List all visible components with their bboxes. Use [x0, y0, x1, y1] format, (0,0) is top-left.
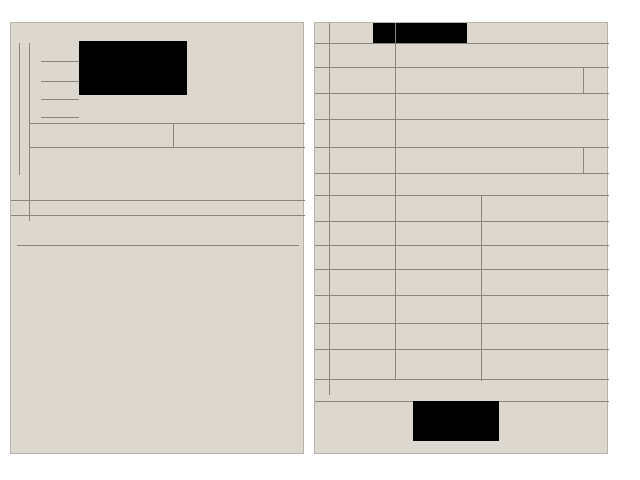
rule-line: [315, 323, 609, 324]
rule-line: [41, 81, 79, 82]
rule-line: [395, 195, 396, 221]
rule-line: [315, 221, 609, 222]
rule-line: [315, 93, 609, 94]
rule-line: [315, 119, 609, 120]
rule-line: [41, 61, 79, 62]
rule-line: [315, 67, 609, 68]
redacted-owner-name: [79, 41, 187, 95]
rule-line: [395, 221, 396, 245]
rule-line: [395, 269, 396, 295]
rule-line: [583, 67, 584, 93]
rule-line: [315, 349, 609, 350]
rule-line: [173, 123, 174, 147]
right-page: [314, 22, 608, 454]
rule-line: [315, 173, 609, 174]
rule-line: [395, 23, 396, 195]
rule-line: [395, 295, 396, 323]
rule-line: [315, 379, 609, 380]
left-page: [10, 22, 304, 454]
redacted-plate: [373, 23, 467, 43]
rule-line: [395, 245, 396, 269]
rule-line: [41, 99, 79, 100]
rule-line: [315, 43, 609, 44]
rule-line: [315, 295, 609, 296]
rule-line: [395, 349, 396, 379]
rule-line: [315, 269, 609, 270]
rule-line: [481, 195, 482, 381]
rule-line: [395, 323, 396, 349]
rule-line: [583, 147, 584, 173]
rule-line: [315, 195, 609, 196]
rule-line: [329, 23, 330, 395]
rule-line: [41, 117, 79, 118]
rule-line: [315, 147, 609, 148]
redacted-signature: [413, 401, 499, 441]
rule-line: [315, 245, 609, 246]
